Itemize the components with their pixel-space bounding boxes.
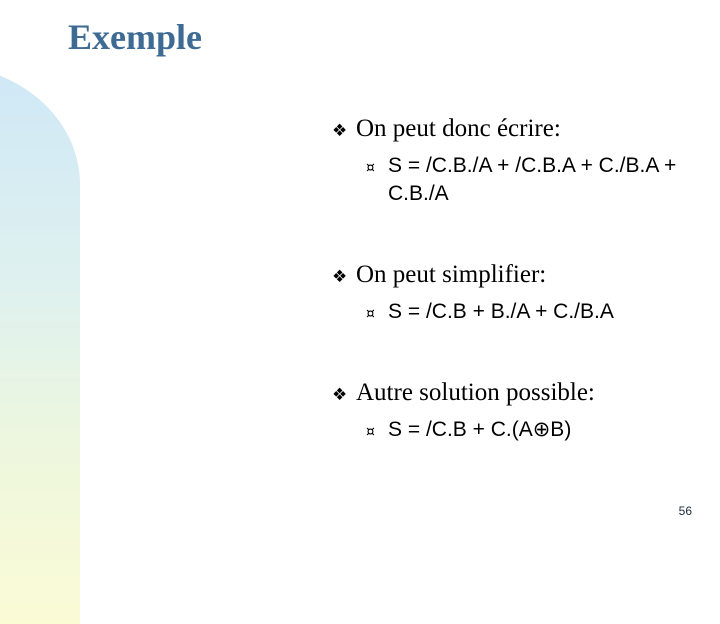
bullet-group-3 [332,376,718,446]
diamond-bullet-icon: ❖ [332,121,348,141]
bullet-item [332,258,718,294]
bullet-item [332,112,718,148]
sub-bullet-text: S = /C.B + C.(A⊕B) [388,418,572,441]
bullet-text: On peut donc écrire: [356,115,561,142]
sub-bullet-item [366,416,718,446]
currency-bullet-icon: ¤ [366,160,375,176]
bullet-text: On peut simplifier: [356,261,547,288]
sub-bullet-item [366,152,718,208]
currency-bullet-icon: ¤ [366,306,375,322]
sub-bullet-text: S = /C.B./A + /C.B.A + C./B.A + C.B./A [388,154,677,205]
bullet-group-2 [332,258,718,328]
bullet-group-1 [332,112,718,208]
diamond-bullet-icon: ❖ [332,385,348,405]
bullet-item [332,376,718,412]
bullet-text: Autre solution possible: [356,379,595,406]
page-number: 56 [678,504,692,518]
decorative-gradient-band [0,64,80,624]
currency-bullet-icon: ¤ [366,424,375,440]
sub-bullet-text: S = /C.B + B./A + C./B.A [388,300,614,323]
slide-title: Exemple [68,17,202,57]
diamond-bullet-icon: ❖ [332,267,348,287]
sub-bullet-item [366,298,718,328]
